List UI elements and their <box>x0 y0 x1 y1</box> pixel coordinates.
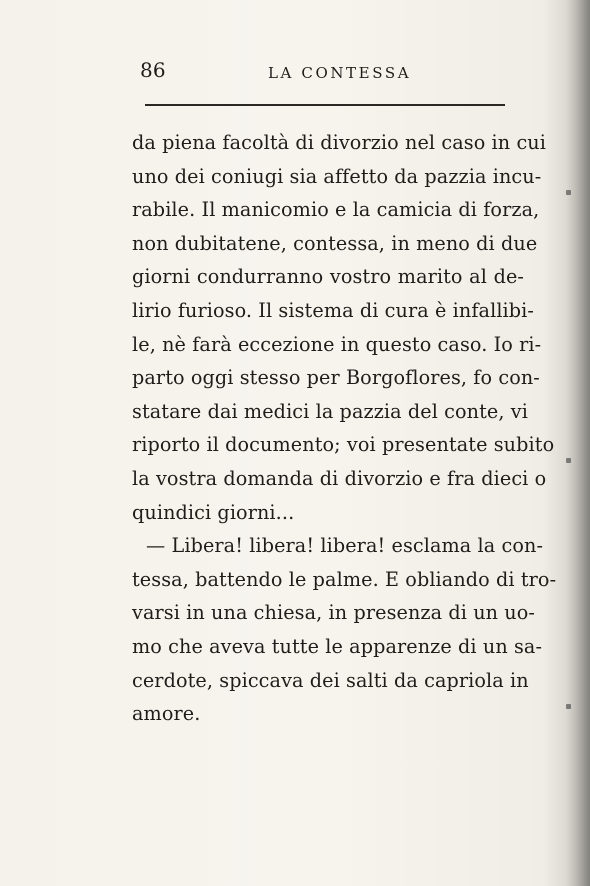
text-line: quindici giorni... <box>132 500 295 524</box>
page-speck <box>566 704 571 709</box>
text-line: non dubitatene, contessa, in meno di due <box>132 231 538 255</box>
page-number: 86 <box>140 58 166 82</box>
text-line: mo che aveva tutte le apparenze di un sa- <box>132 634 543 658</box>
text-line: varsi in una chiesa, in presenza di un uo- <box>132 601 535 625</box>
text-line: parto oggi stesso per Borgoflores, fo con- <box>132 366 540 390</box>
text-line: da piena facoltà di divorzio nel caso in cui <box>132 131 546 154</box>
page-speck <box>566 458 571 463</box>
text-line: la vostra domanda di divorzio e fra dieci o <box>132 466 547 490</box>
text-line: cerdote, spiccava dei salti da capriola in <box>132 668 529 692</box>
text-line: amore. <box>132 702 201 726</box>
header-rule <box>145 104 505 106</box>
text-line: statare dai medici la pazzia del conte, vi <box>132 399 528 423</box>
text-line: giorni condurranno vostro marito al de- <box>132 265 524 289</box>
body-text <box>132 126 557 731</box>
text-line: le, nè farà eccezione in questo caso. Io ri- <box>132 332 542 356</box>
text-line: — Libera! libera! libera! esclama la con- <box>146 534 544 558</box>
text-line: riporto il documento; voi presentate subito <box>132 433 555 457</box>
text-line: lirio furioso. Il sistema di cura è infallibi- <box>132 298 534 322</box>
running-title: LA CONTESSA <box>268 64 412 82</box>
page-edge-shadow <box>566 0 590 886</box>
text-line: uno dei coniugi sia affetto da pazzia incu- <box>132 164 542 188</box>
text-line: rabile. Il manicomio e la camicia di forza, <box>132 198 540 222</box>
text-line: tessa, battendo le palme. E obliando di tro- <box>132 567 557 591</box>
page-speck <box>566 190 571 195</box>
page-header <box>140 58 520 90</box>
